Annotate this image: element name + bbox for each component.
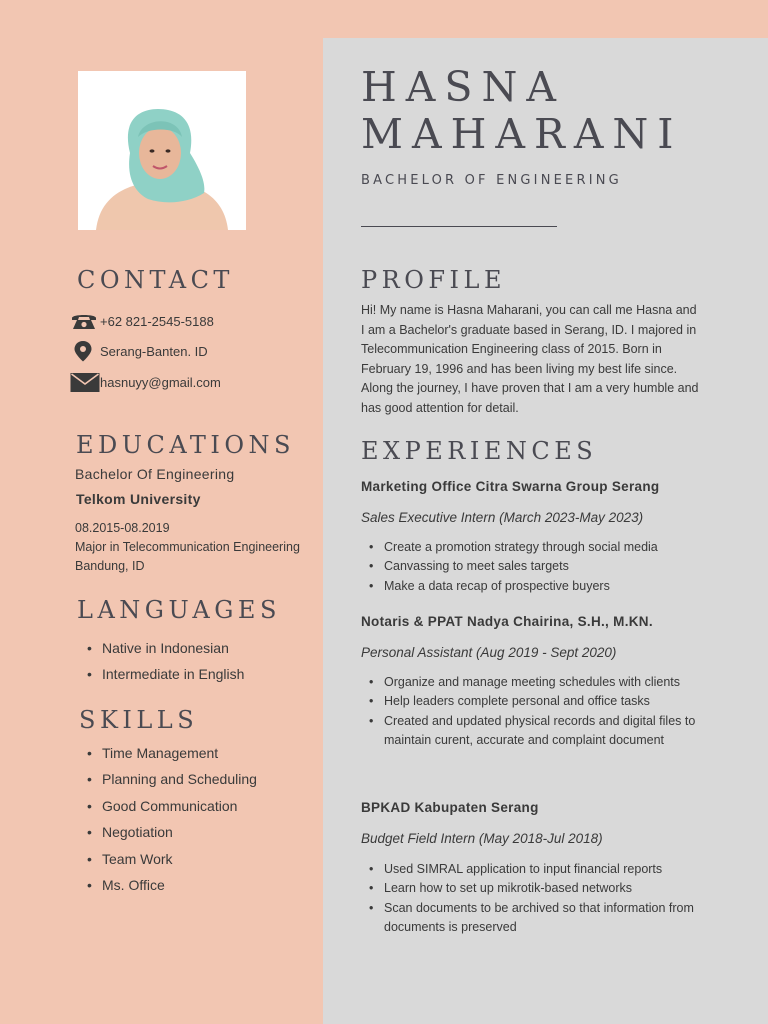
portrait-illustration: [78, 71, 246, 230]
list-item: • Negotiation: [102, 819, 257, 845]
education-degree: Bachelor Of Engineering: [75, 466, 235, 482]
skills-heading: SKILLS: [79, 706, 199, 734]
phone-number[interactable]: +62 821-2545-5188: [100, 313, 214, 329]
map-pin-icon: [70, 340, 100, 362]
job-tasks: [384, 860, 704, 937]
divider: [361, 226, 557, 227]
languages-heading: LANGUAGES: [77, 596, 281, 624]
list-item: • Used SIMRAL application to input financial reports: [384, 860, 704, 879]
list-item: • Intermediate in English: [102, 661, 244, 687]
email-address[interactable]: hasnuyy@gmail.com: [100, 374, 221, 390]
phone-icon: [70, 310, 100, 332]
contact-email: [70, 371, 221, 393]
last-name: MAHARANI: [361, 110, 683, 158]
education-city: Bandung, ID: [75, 559, 145, 573]
list-item: • Scan documents to be archived so that information from documents is preserved: [384, 899, 704, 938]
list-item: • Time Management: [102, 740, 257, 766]
education-period: 08.2015-08.2019: [75, 521, 170, 535]
list-item: • Make a data recap of prospective buyers: [384, 577, 704, 596]
job-company: Marketing Office Citra Swarna Group Serang: [361, 479, 660, 494]
profile-text: Hi! My name is Hasna Maharani, you can call me Hasna and I am a Bachelor's graduate based in Serang, ID. I majored in Telecommunication Engineering class of 2015. Born in February 19, 1996 and has been living my best life since. Along the journey, I have proven that I am a very humble and has good attention for detail.: [361, 303, 699, 415]
profile-photo: [78, 71, 246, 230]
list-item: • Native in Indonesian: [102, 635, 244, 661]
first-name: HASNA: [361, 63, 565, 111]
degree-title: BACHELOR OF ENGINEERING: [361, 173, 622, 188]
job-role: Sales Executive Intern (March 2023-May 2023): [361, 510, 644, 525]
list-item: • Team Work: [102, 846, 257, 872]
list-item: • Ms. Office: [102, 872, 257, 898]
job-role: Personal Assistant (Aug 2019 - Sept 2020): [361, 645, 617, 660]
job-tasks: [384, 538, 704, 596]
experiences-heading: EXPERIENCES: [361, 437, 598, 465]
list-item: • Create a promotion strategy through social media: [384, 538, 704, 557]
list-item: • Help leaders complete personal and office tasks: [384, 692, 704, 711]
contact-heading: CONTACT: [77, 266, 234, 294]
education-school: Telkom University: [76, 491, 201, 507]
job-role: Budget Field Intern (May 2018-Jul 2018): [361, 831, 603, 846]
location-text: Serang-Banten. ID: [100, 343, 208, 359]
list-item: • Good Communication: [102, 793, 257, 819]
full-name: [361, 64, 683, 158]
skills-list: [102, 740, 257, 898]
profile-heading: PROFILE: [361, 266, 506, 294]
education-heading: EDUCATIONS: [76, 431, 295, 459]
job-company: Notaris & PPAT Nadya Chairina, S.H., M.KN.: [361, 614, 653, 629]
list-item: • Organize and manage meeting schedules with clients: [384, 673, 704, 692]
envelope-icon: [70, 371, 100, 393]
list-item: • Created and updated physical records and digital files to maintain curent, accurate and complaint document: [384, 712, 704, 751]
contact-phone: [70, 310, 214, 332]
languages-list: [102, 635, 244, 687]
job-company: BPKAD Kabupaten Serang: [361, 800, 539, 815]
list-item: • Canvassing to meet sales targets: [384, 557, 704, 576]
list-item: • Planning and Scheduling: [102, 766, 257, 792]
contact-location: [70, 340, 208, 362]
job-tasks: [384, 673, 704, 750]
education-major: Major in Telecommunication Engineering: [75, 540, 300, 554]
list-item: • Learn how to set up mikrotik-based networks: [384, 879, 704, 898]
